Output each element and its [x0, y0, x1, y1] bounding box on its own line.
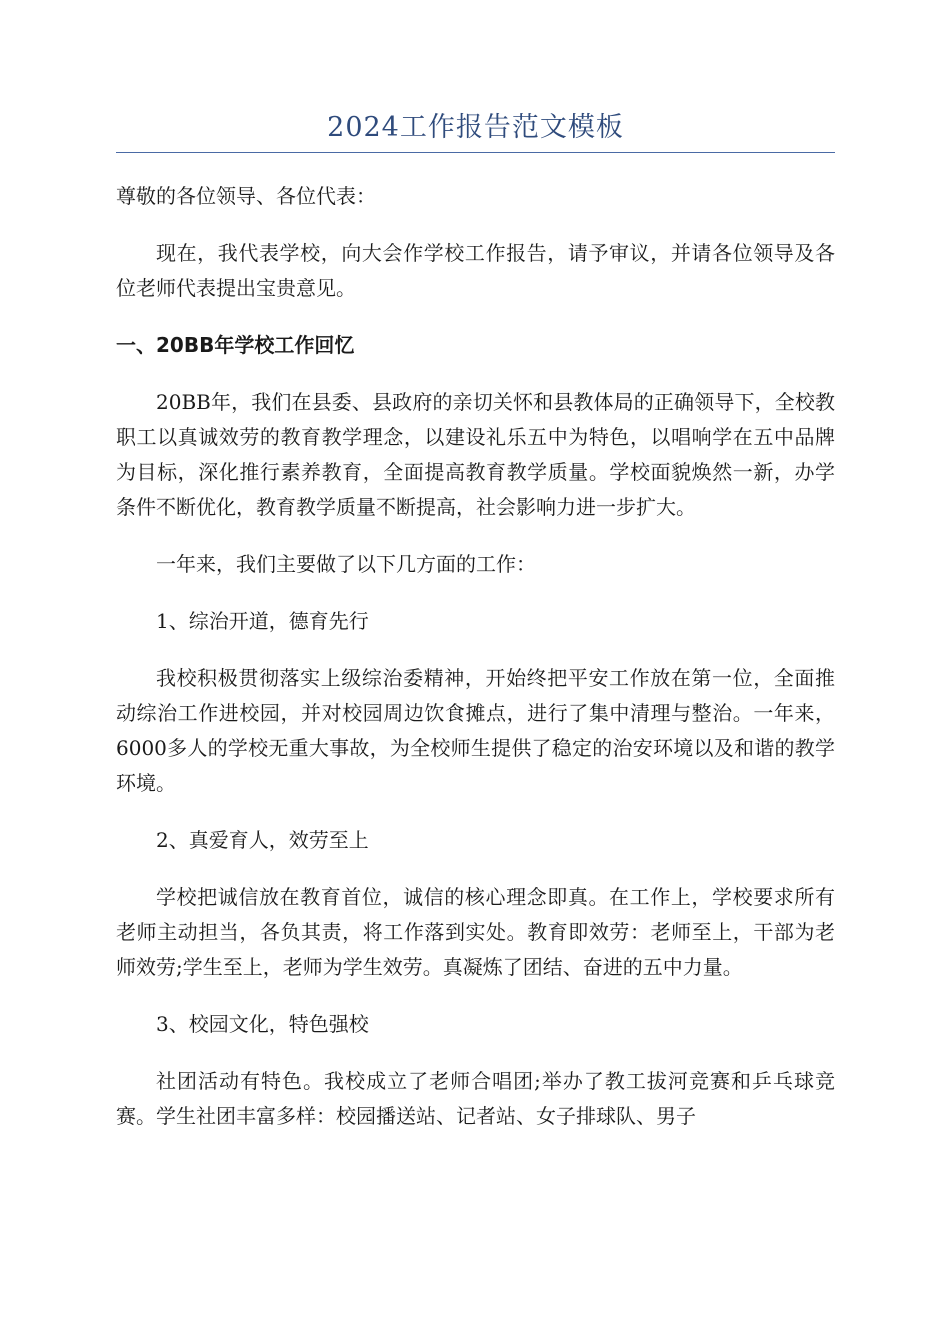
document-page [116, 110, 835, 1156]
section-paragraph-2: 一年来，我们主要做了以下几方面的工作： [156, 552, 536, 576]
document-title: 2024工作报告范文模板 [327, 112, 624, 143]
item-1-body: 我校积极贯彻落实上级综治委精神，开始终把平安工作放在第一位，全面推动综治工作进校园，并对校园周边饮食摊点，进行了集中清理与整治。一年来，6000多人的学校无重大事故，为全校师生提供了稳定的治安环境以及和谐的教学环境。 [116, 666, 835, 795]
item-1-title: 1、综治开道，德育先行 [156, 609, 369, 633]
item-2-title: 2、真爱育人，效劳至上 [156, 828, 369, 852]
intro-paragraph: 现在，我代表学校，向大会作学校工作报告，请予审议，并请各位领导及各位老师代表提出宝贵意见。 [116, 241, 835, 300]
item-2-body: 学校把诚信放在教育首位，诚信的核心理念即真。在工作上，学校要求所有老师主动担当，各负其责，将工作落到实处。教育即效劳：老师至上，干部为老师效劳;学生至上，老师为学生效劳。真凝炼了团结、奋进的五中力量。 [116, 885, 835, 979]
item-3-body: 社团活动有特色。我校成立了老师合唱团;举办了教工拔河竞赛和乒乓球竞赛。学生社团丰富多样：校园播送站、记者站、女子排球队、男子 [116, 1069, 835, 1128]
salutation: 尊敬的各位领导、各位代表： [116, 184, 376, 208]
title-underline [116, 152, 835, 153]
item-3-title: 3、校园文化，特色强校 [156, 1012, 369, 1036]
section-heading: 一、20BB年学校工作回忆 [116, 333, 355, 357]
section-paragraph-1: 20BB年，我们在县委、县政府的亲切关怀和县教体局的正确领导下，全校教职工以真诚效劳的教育教学理念，以建设礼乐五中为特色，以唱响学在五中品牌为目标，深化推行素养教育，全面提高教育教学质量。学校面貌焕然一新，办学条件不断优化，教育教学质量不断提高，社会影响力进一步扩大。 [116, 390, 835, 519]
